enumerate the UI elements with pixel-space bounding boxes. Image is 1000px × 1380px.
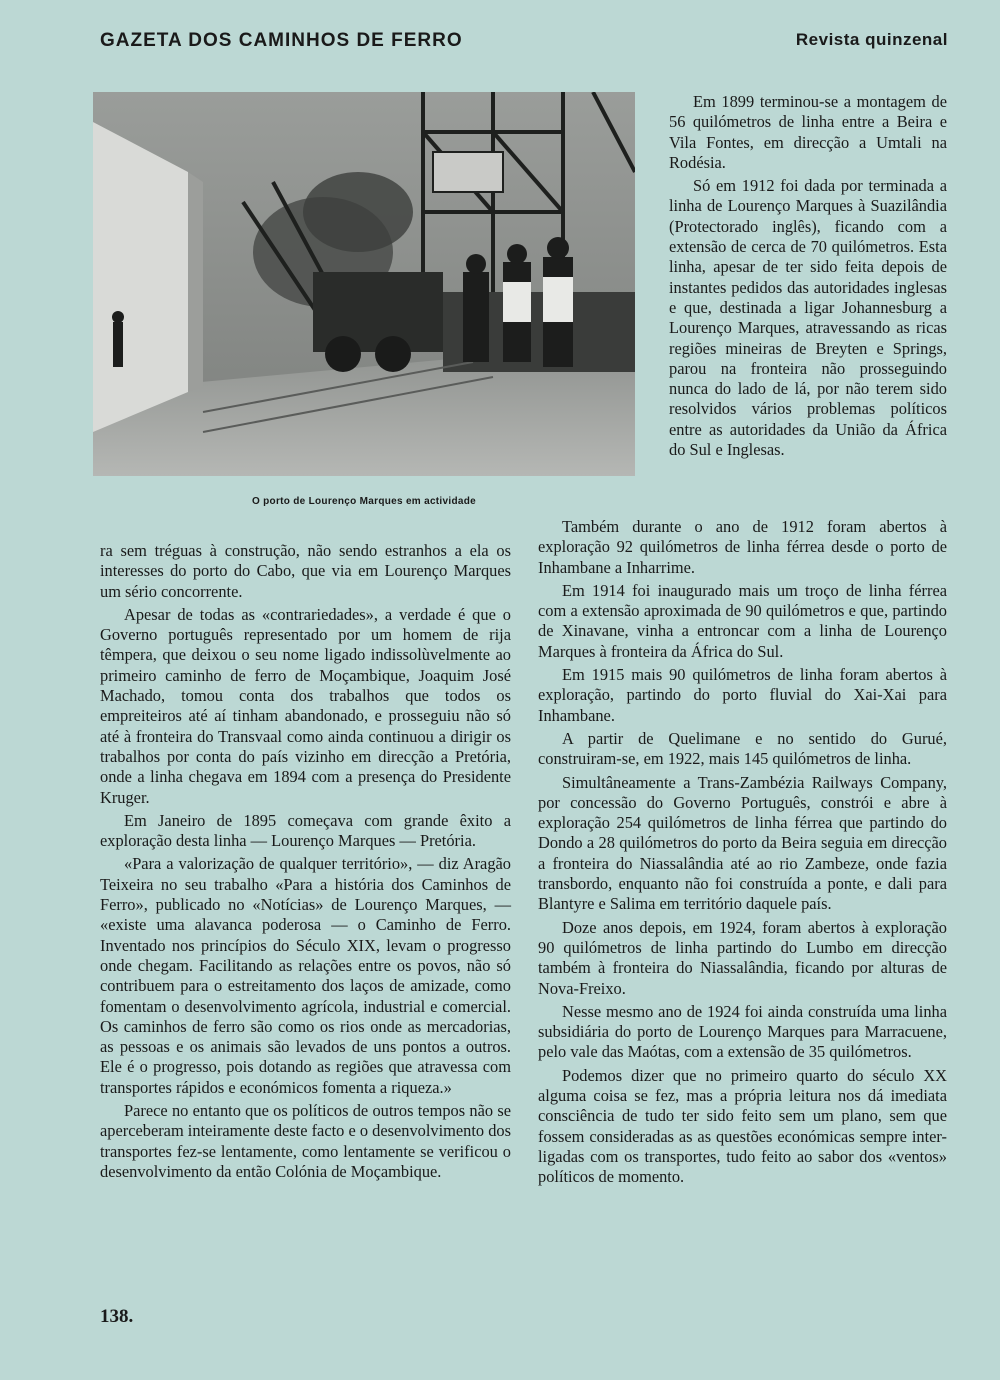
paragraph: Em Janeiro de 1895 começava com grande êxito a exploração desta linha — Lourenço Marques — Pretória. [100, 810, 511, 851]
paragraph: ra sem tréguas à construção, não sendo estranhos a ela os interesses do porto do Cabo, que via em Lourenço Marques um sério concorrente. [100, 541, 511, 601]
paragraph: A partir de Quelimane e no sentido do Gurué, construiram-se, em 1922, mais 145 quilómetros de linha. [538, 728, 947, 769]
photo-caption: O porto de Lourenço Marques em actividade [251, 496, 476, 507]
paragraph: Simultâneamente a Trans-Zambézia Railways Company, por concessão do Governo Português, constrói e abre à exploração 254 quilómetros de linha férrea que partindo do Dondo a 28 quilómetros do porto da Beira seguia em direcção a fronteira do Niassalândia até ao rio Zambeze, onde fazia transbordo, enquanto não foi construída a ponte, e dali para Blantyre e Salima em território daquele país. [538, 772, 947, 914]
paragraph: Em 1915 mais 90 quilómetros de linha foram abertos à exploração, partindo do porto fluvial do Xai-Xai para Inhambane. [538, 665, 947, 725]
text-column-top-right [669, 92, 947, 463]
paragraph: Parece no entanto que os políticos de outros tempos não se aperceberam inteiramente deste facto e o desenvolvimento dos transportes fez-se lentamente, como lentamente se verificou o desenvolvimento da então Colónia de Moçambique. [100, 1101, 511, 1181]
text-column-bottom-left [100, 541, 511, 1185]
paragraph: Só em 1912 foi dada por terminada a linha de Lourenço Marques à Suazilândia (Protectorado inglês), ficando com a extensão de cerca de 70 quilómetros. Esta linha, apesar de ter sido feita depois de instantes pedidos das autoridades inglesas e que, destinada a ligar Johannesburg a Lourenço Marques, atravessando as ricas regiões mineiras de Breyten e Springs, parou na fronteira não prosseguindo nunca do lado de lá, por não terem sido resolvidos vários problemas políticos entre as autoridades da União da África do Sul e Inglesas. [669, 176, 947, 460]
paragraph: Também durante o ano de 1912 foram abertos à exploração 92 quilómetros de linha férrea desde o porto de Inhambane a Inharrime. [538, 517, 947, 577]
paragraph: Podemos dizer que no primeiro quarto do século XX alguma coisa se fez, mas a própria leitura nos dá imediata consciência de tudo ter sido feito sem um plano, sem que fossem consideradas as as questões económicas sempre inter-ligadas com os transportes, tudo feito ao sabor dos «ventos» políticos de momento. [538, 1065, 947, 1187]
publication-subtitle: Revista quinzenal [795, 30, 948, 49]
port-photograph [93, 92, 635, 476]
paragraph: Doze anos depois, em 1924, foram abertos à exploração 90 quilómetros de linha partindo do Lumbo em direcção também à fronteira do Niassalândia, ficando por alturas de Nova-Freixo. [538, 917, 947, 998]
port-photo-image [93, 92, 635, 476]
text-column-bottom-right [538, 517, 947, 1191]
paragraph: Apesar de todas as «contrariedades», a verdade é que o Governo português representado por um homem de rija têmpera, que deixou o seu nome ligado indissolùvelmente ao primeiro caminho de ferro de Moçambique, Joaquim José Machado, tomou conta dos trabalhos que todos os empreiteiros até aí tinham abandonado, e prosseguiu não só até à fronteira do Transvaal como ainda continuou a dirigir os trabalhos por conta do país vizinho em direcção a Pretória, onde a linha chegava em 1894 com a presença do Presidente Kruger. [100, 604, 511, 807]
publication-title: GAZETA DOS CAMINHOS DE FERRO [100, 30, 463, 51]
paragraph: Em 1899 terminou-se a montagem de 56 quilómetros de linha entre a Beira e Vila Fontes, em direcção a Umtali na Rodésia. [669, 92, 947, 172]
paragraph: Nesse mesmo ano de 1924 foi ainda construída uma linha subsidiária do porto de Lourenço Marques para Marracuene, pelo vale das Maótas, com a extensão de 35 quilómetros. [538, 1001, 947, 1062]
paragraph: Em 1914 foi inaugurado mais um troço de linha férrea com a extensão aproximada de 90 quilómetros e que, partindo de Xinavane, vinha a entroncar com a linha de Lourenço Marques à fronteira da África do Sul. [538, 580, 947, 661]
page-number: 138. [100, 1306, 134, 1327]
paragraph: «Para a valorização de qualquer território», — diz Aragão Teixeira no seu trabalho «Para a história dos Caminhos de Ferro», publicado no «Notícias» de Lourenço Marques, — «existe uma alavanca poderosa — o Caminho de Ferro. Inventado nos princípios do Século XIX, levam o progresso onde chegam. Facilitando as relações entre os povos, não só contribuem para o estreitamento dos laços de amizade, como fomentam o desenvolvimento agrícola, industrial e comercial. Os caminhos de ferro são como os rios onde as mercadorias, as pessoas e os animais são levados de uns pontos a outros. Ele é o progresso, pois dotando as regiões que atravessa com transportes rápidos e económicos fomenta a riqueza.» [100, 854, 511, 1097]
